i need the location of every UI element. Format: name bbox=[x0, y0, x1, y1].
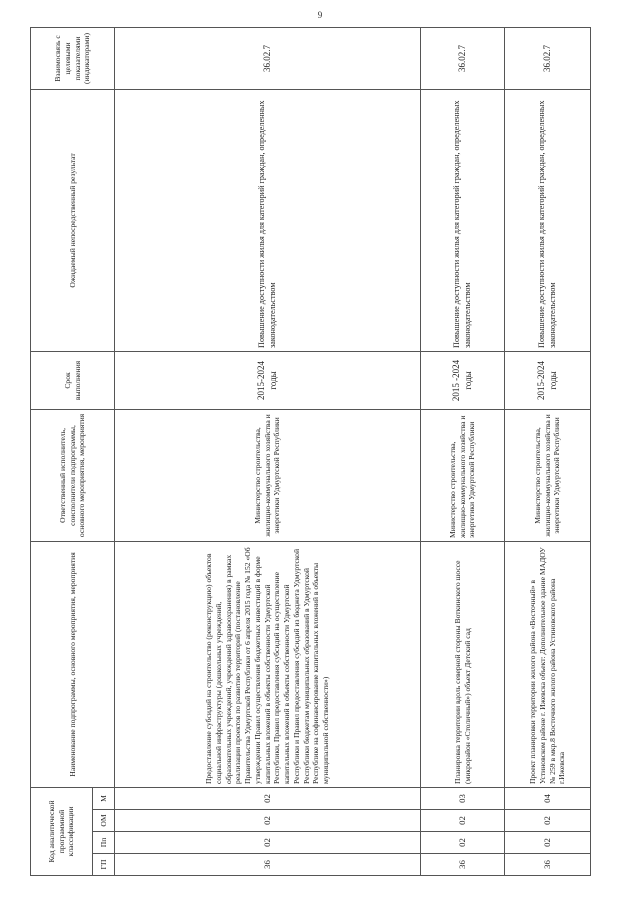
cell-term: 2015-2024 годы bbox=[115, 351, 421, 409]
cell-pp: 02 bbox=[115, 832, 421, 854]
header-result: Ожидаемый непосредственный результат bbox=[31, 89, 115, 351]
cell-result: Повышение доступности жилья для категорий граждан, определенных законодательством bbox=[421, 89, 505, 351]
header-row-1 bbox=[31, 27, 93, 875]
header-executor: Ответственный исполнитель, соисполнители подпрограммы, основного мероприятия, мероприятия bbox=[31, 409, 115, 541]
cell-link: 36.02.7 bbox=[115, 27, 421, 89]
cell-pp: 02 bbox=[421, 832, 505, 854]
cell-link: 36.02.7 bbox=[421, 27, 505, 89]
cell-name: Проект планировки территории жилого района «Восточный» в Устиновском районе г. Ижевска объект: Дополнительное здание МАДОУ № 259 в мкр.8 Восточного жилого района Устиновского района г.Ижевска bbox=[505, 541, 591, 787]
cell-gp: 36 bbox=[505, 854, 591, 876]
cell-om: 02 bbox=[115, 810, 421, 832]
cell-term: 2015-2024 годы bbox=[505, 351, 591, 409]
cell-result: Повышение доступности жилья для категорий граждан, определенных законодательством bbox=[115, 89, 421, 351]
header-term: Срок выполнения bbox=[31, 351, 115, 409]
header-code-group: Код аналитической программной классификации bbox=[31, 787, 93, 875]
table-row bbox=[421, 27, 505, 875]
cell-executor: Министерство строительства, жилищно-коммунального хозяйства и энергетики Удмуртской Республики bbox=[115, 409, 421, 541]
cell-m: 04 bbox=[505, 787, 591, 809]
header-pp: Пп bbox=[93, 832, 115, 854]
cell-result: Повышение доступности жилья для категорий граждан, определенных законодательством bbox=[505, 89, 591, 351]
table-row bbox=[115, 27, 421, 875]
cell-m: 02 bbox=[115, 787, 421, 809]
cell-name: Предоставление субсидий на строительство (реконструкцию) объектов социальной инфраструктуры (дошкольных учреждений, образовательных учреждений, учреждений здравоохранения) в рамках реализации проектов по развитию территорий (постановление Правительства Удмуртской Республики от 6 апреля 2015 года № 152 «Об утверждении Правил осуществления бюджетных инвестиций в форме капитальных вложений в объекты собственности Удмуртской Республики, Правил предоставления субсидий на осуществление капитальных вложений в объекты собственности Удмуртской Республики и Правил предоставления субсидий из бюджета Удмуртской Республики бюджетам муниципальных образований в Удмуртской Республике на софинансирование капитальных вложений в объекты муниципальной собственности») bbox=[115, 541, 421, 787]
cell-gp: 36 bbox=[421, 854, 505, 876]
cell-executor: Министерство строительства, жилищно-коммунального хозяйства и энергетики Удмуртской Республики bbox=[505, 409, 591, 541]
header-m: М bbox=[93, 787, 115, 809]
cell-om: 02 bbox=[421, 810, 505, 832]
header-gp: ГП bbox=[93, 854, 115, 876]
program-table bbox=[30, 27, 591, 876]
header-name: Наименование подпрограммы, основного мероприятия, мероприятия bbox=[31, 541, 115, 787]
cell-m: 03 bbox=[421, 787, 505, 809]
cell-gp: 36 bbox=[115, 854, 421, 876]
page-number: 9 bbox=[317, 10, 323, 20]
table-row bbox=[505, 27, 591, 875]
rotated-table-wrapper bbox=[30, 28, 590, 876]
header-om: ОМ bbox=[93, 810, 115, 832]
header-link: Взаимосвязь с целевыми показателями (индикаторами) bbox=[31, 27, 115, 89]
cell-term: 2015 -2024 годы bbox=[421, 351, 505, 409]
cell-pp: 02 bbox=[505, 832, 591, 854]
cell-link: 36.02.7 bbox=[505, 27, 591, 89]
cell-om: 02 bbox=[505, 810, 591, 832]
cell-executor: Министерство строительства, жилищно-коммунального хозяйства и энергетики Удмуртской Республики bbox=[421, 409, 505, 541]
cell-name: Планировка территории вдоль северной стороны Воткинского шоссе (микрорайон «Столичный») объект Детский сад bbox=[421, 541, 505, 787]
